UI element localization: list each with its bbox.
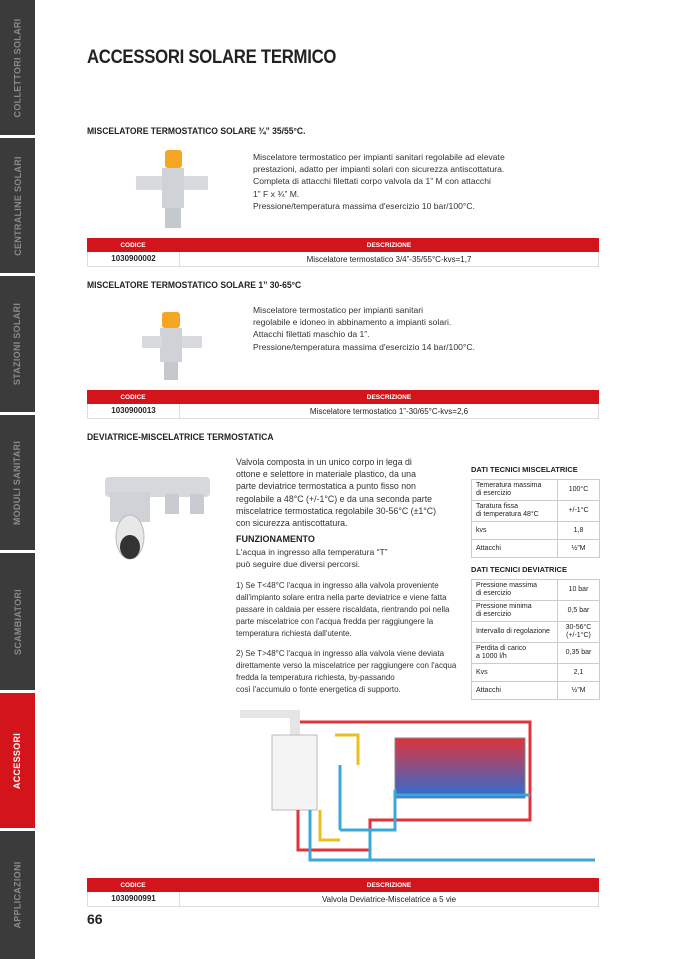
spec-title-mix: DATI TECNICI MISCELATRICE [471,465,578,474]
tab-label: COLLETTORI SOLARI [12,18,23,117]
col-descrizione: DESCRIZIONE [366,241,412,249]
spec-label: Pressione massima di esercizio [472,580,558,601]
sidebar-tab-moduli[interactable] [0,415,35,550]
spec-label: Attacchi [472,682,558,700]
func-text: L'acqua in ingresso alla temperatura “T” può seguire due diversi percorsi. [236,547,388,570]
case-1-text: 1) Se T<48°C l'acqua in ingresso alla valvola proveniente dall'impianto solare entra nella parte deviatrice e viene fatta passare in caldaia per essere riscaldata, rientrando poi nella parte miscelatrice con l'acqua fredda per raggiungere la temperatura richiesta dall'utente. [236,581,450,638]
spec-table-mix [471,479,600,558]
case-2-text: 2) Se T>48°C l'acqua in ingresso alla valvola viene deviata direttamente verso la miscelatrice per raggiungere con l'acqua fredda la temperatura richiesta, by-passando così l'accumulo o fonte energetica di supporto. [236,649,457,694]
sidebar-tab-centraline[interactable] [0,138,35,273]
product-description: Miscelatore termostatico per impianti sanitari regolabile e idoneo in abbinamento a impianti solari. Attacchi filettati maschio da 1”. Pressione/temperatura massima d'esercizio 14 bar/100°C. [253,305,475,352]
spec-value: 10 bar [558,580,600,601]
product-table [87,238,599,267]
sidebar-tab-accessori[interactable] [0,693,35,828]
sidebar-tab-scambiatori[interactable] [0,553,35,690]
product-title: MISCELATORE TERMOSTATICO SOLARE 1” 30-65°C [87,280,302,291]
spec-row [472,682,600,700]
tab-label: MODULI SANITARI [12,440,23,525]
col-descrizione: DESCRIZIONE [366,881,412,889]
sidebar-tab-applicazioni[interactable] [0,831,35,959]
spec-label: Temeratura massima di esercizio [472,480,558,501]
tab-label: STAZIONI SOLARI [12,302,23,386]
spec-label: Pressione minima di esercizio [472,601,558,622]
table-row [87,892,599,907]
valve-image [100,462,215,562]
tab-label: APPLICAZIONI [12,861,23,929]
code-cell: 1030900991 [88,892,180,906]
spec-row [472,664,600,682]
installation-diagram [230,710,602,870]
product-table [87,878,599,907]
code-cell: 1030900013 [88,404,180,418]
desc-cell: Valvola Deviatrice-Miscelatrice a 5 vie [321,894,457,904]
section-heading: FUNZIONAMENTO [236,534,315,544]
spec-row [472,501,600,522]
spec-row [472,601,600,622]
spec-row [472,522,600,540]
spec-row [472,643,600,664]
spec-title-dev: DATI TECNICI DEVIATRICE [471,565,567,574]
product-description: Miscelatore termostatico per impianti sanitari regolabile ad elevate prestazioni, adatto per impianti solari con sicurezza antiscottatura. Completa di attacchi filettati corpo valvola da 1” M con attacchi 1” F x ¾” M. Pressione/temperatura massima d'esercizio 10 bar/100°C. [253,152,505,211]
product-title: MISCELATORE TERMOSTATICO SOLARE ¾” 35/55°C. [87,126,306,137]
valve-image [140,312,205,382]
spec-row [472,580,600,601]
tab-label: SCAMBIATORI [12,588,23,655]
sidebar-tab-collettori[interactable] [0,0,35,135]
col-codice: CODICE [120,881,146,889]
spec-value: 100°C [558,480,600,501]
valve-image [132,150,212,230]
spec-table-dev [471,579,600,700]
spec-label: Taratura fissa di temperatura 48°C [472,501,558,522]
desc-cell: Miscelatore termostatico 3/4”-35/55°C-kvs=1,7 [306,254,472,264]
spec-row [472,480,600,501]
spec-row [472,622,600,643]
spec-value: +/-1°C [558,501,600,522]
product-title: DEVIATRICE-MISCELATRICE TERMOSTATICA [87,432,274,443]
code-cell: 1030900002 [88,252,180,266]
spec-label: Intervallo di regolazione [472,622,558,643]
spec-value: 0,5 bar [558,601,600,622]
spec-label: Kvs [472,664,558,682]
spec-value: ½”M [558,682,600,700]
spec-label: kvs [472,522,558,540]
spec-value: 1,8 [558,522,600,540]
page-title: ACCESSORI SOLARE TERMICO [87,47,337,68]
product-table [87,390,599,419]
spec-row [472,540,600,558]
tab-label: ACCESSORI [12,732,23,789]
spec-label: Perdita di carico a 1000 l/h [472,643,558,664]
tab-label: CENTRALINE SOLARI [12,155,23,256]
col-codice: CODICE [120,241,146,249]
spec-value: 2,1 [558,664,600,682]
page-number: 66 [87,911,103,927]
spec-value: 30-56°C (+/-1°C) [558,622,600,643]
spec-label: Attacchi [472,540,558,558]
col-codice: CODICE [120,393,146,401]
table-row [87,404,599,419]
table-row [87,252,599,267]
sidebar-tab-stazioni[interactable] [0,276,35,412]
product-description: Valvola composta in un unico corpo in lega di ottone e selettore in materiale plastico, da una parte deviatrice termostatica a punto fisso non regolabile a 48°C (+/-1°C) e da una seconda parte miscelatrice termostatica regolabile 30-56°C (±1°C) con sicurezza antiscottatura. [236,457,437,529]
col-descrizione: DESCRIZIONE [366,393,412,401]
desc-cell: Miscelatore termostatico 1”-30/65°C-kvs=2,6 [309,406,469,416]
spec-value: 0,35 bar [558,643,600,664]
spec-value: ½”M [558,540,600,558]
